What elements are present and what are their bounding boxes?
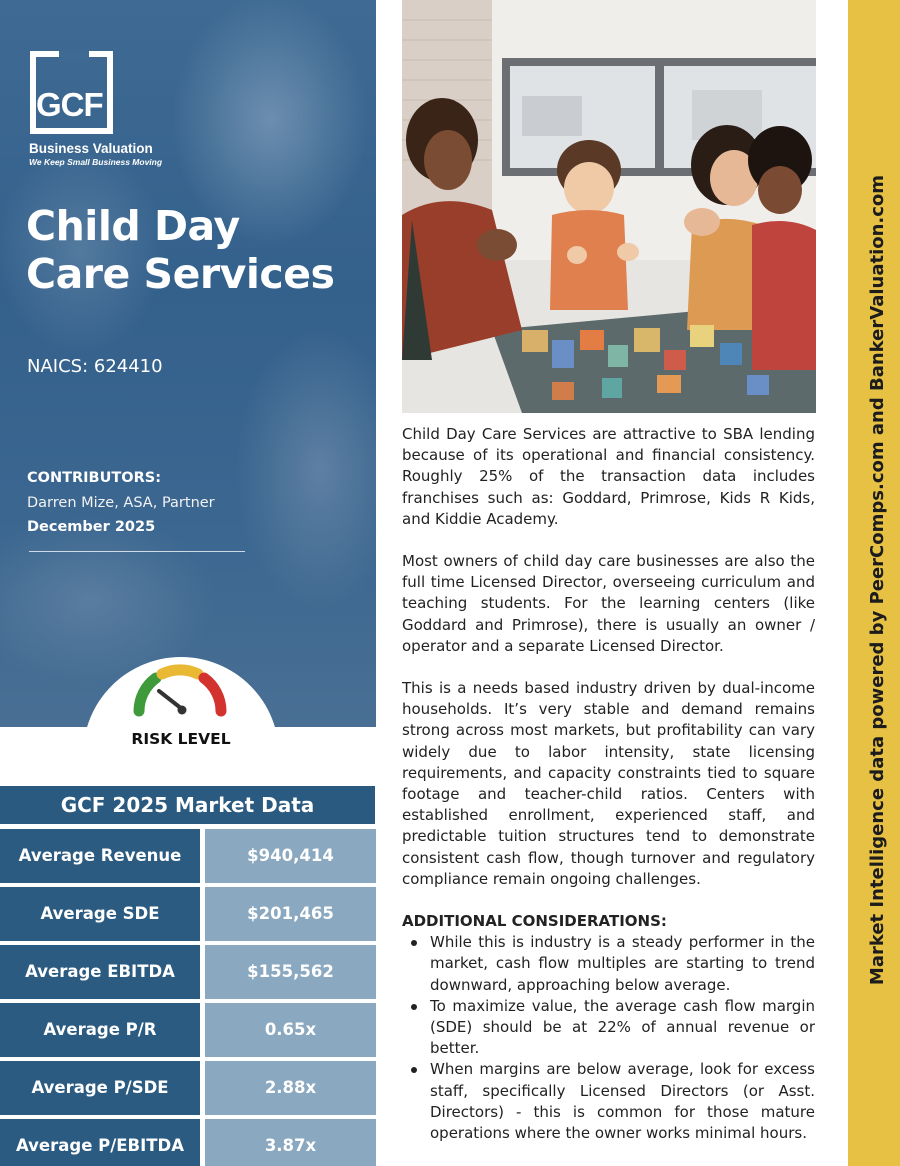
gauge-needle bbox=[159, 691, 182, 709]
market-data-row bbox=[0, 1003, 376, 1057]
metric-label: Average Revenue bbox=[0, 829, 200, 883]
metric-label: Average SDE bbox=[0, 887, 200, 941]
metric-value: 0.65x bbox=[205, 1003, 376, 1057]
contributor-name: Darren Mize, ASA, Partner bbox=[27, 495, 215, 511]
market-data-row bbox=[0, 1119, 376, 1166]
market-data-row bbox=[0, 829, 376, 883]
metric-label: Average P/EBITDA bbox=[0, 1119, 200, 1166]
market-data-row bbox=[0, 945, 376, 999]
brand-name: Business Valuation bbox=[29, 141, 153, 156]
gauge-mid-arc bbox=[162, 670, 198, 674]
paragraph-1: Child Day Care Services are attractive to SBA lending because of its operational and financial consistency. Roughly 25% of the transaction data includes franchises such as: Goddard, Primrose, Kids R Kids, and Kiddie Academy. bbox=[402, 425, 815, 528]
gauge-high-arc bbox=[204, 678, 221, 711]
list-item: While this is industry is a steady performer in the market, cash flow multiples are starting to trend downward, approaching below average. bbox=[402, 932, 815, 996]
paragraph-3: This is a needs based industry driven by dual-income households. It’s very stable and demand remains strong across most markets, but profitability can vary widely due to labor intensity, state licensing requirements, and capacity constraints tied to square footage and teacher-child ratios. Centers with established enrollment, experienced staff, and predictable tuition structures tend to demonstrate consistent cash flow, though turnover and regulatory compliance remain ongoing challenges. bbox=[402, 679, 815, 888]
report-date: December 2025 bbox=[27, 519, 156, 535]
hero-panel bbox=[0, 0, 376, 727]
brand-tagline: We Keep Small Business Moving bbox=[29, 157, 163, 167]
contributors-label: CONTRIBUTORS: bbox=[27, 470, 162, 486]
metric-value: $940,414 bbox=[205, 829, 376, 883]
metric-label: Average P/R bbox=[0, 1003, 200, 1057]
naics-code: NAICS: 624410 bbox=[27, 356, 163, 377]
market-data-title: GCF 2025 Market Data bbox=[0, 786, 375, 824]
metric-value: $201,465 bbox=[205, 887, 376, 941]
photo-illustration bbox=[402, 0, 816, 413]
logo-wordmark: GCF bbox=[36, 86, 103, 123]
hero-divider bbox=[29, 551, 245, 552]
title-line-1: Child Day bbox=[26, 202, 240, 250]
risk-level-label: RISK LEVEL bbox=[131, 730, 231, 748]
considerations-heading: ADDITIONAL CONSIDERATIONS: bbox=[402, 912, 667, 931]
metric-label: Average EBITDA bbox=[0, 945, 200, 999]
metric-label: Average P/SDE bbox=[0, 1061, 200, 1115]
daycare-photo bbox=[402, 0, 816, 413]
banner-text: Market Intelligence data powered by PeerComps.com and BankerValuation.com bbox=[867, 174, 888, 986]
market-data-row bbox=[0, 887, 376, 941]
page-title bbox=[26, 202, 366, 298]
gcf-logo bbox=[29, 50, 169, 167]
title-line-2: Care Services bbox=[26, 250, 335, 298]
paragraph-2: Most owners of child day care businesses are also the full time Licensed Director, overseeing curriculum and teaching students. For the learning centers (like Goddard and Primrose), there is usually an owner / operator and a separate Licensed Director. bbox=[402, 552, 815, 655]
market-data-row bbox=[0, 1061, 376, 1115]
list-item: When margins are below average, look for excess staff, specifically Licensed Directors (or Asst. Directors) - this is common for those mature operations where the owner works minimal hours. bbox=[402, 1059, 815, 1144]
metric-value: 2.88x bbox=[205, 1061, 376, 1115]
gauge-low-arc bbox=[139, 678, 156, 711]
gauge-hub bbox=[178, 706, 187, 715]
risk-gauge-icon bbox=[125, 655, 235, 719]
considerations-list bbox=[402, 932, 815, 1144]
article-body bbox=[402, 424, 815, 1144]
list-item: To maximize value, the average cash flow margin (SDE) should be at 22% of annual revenue or better. bbox=[402, 996, 815, 1060]
metric-value: 3.87x bbox=[205, 1119, 376, 1166]
metric-value: $155,562 bbox=[205, 945, 376, 999]
